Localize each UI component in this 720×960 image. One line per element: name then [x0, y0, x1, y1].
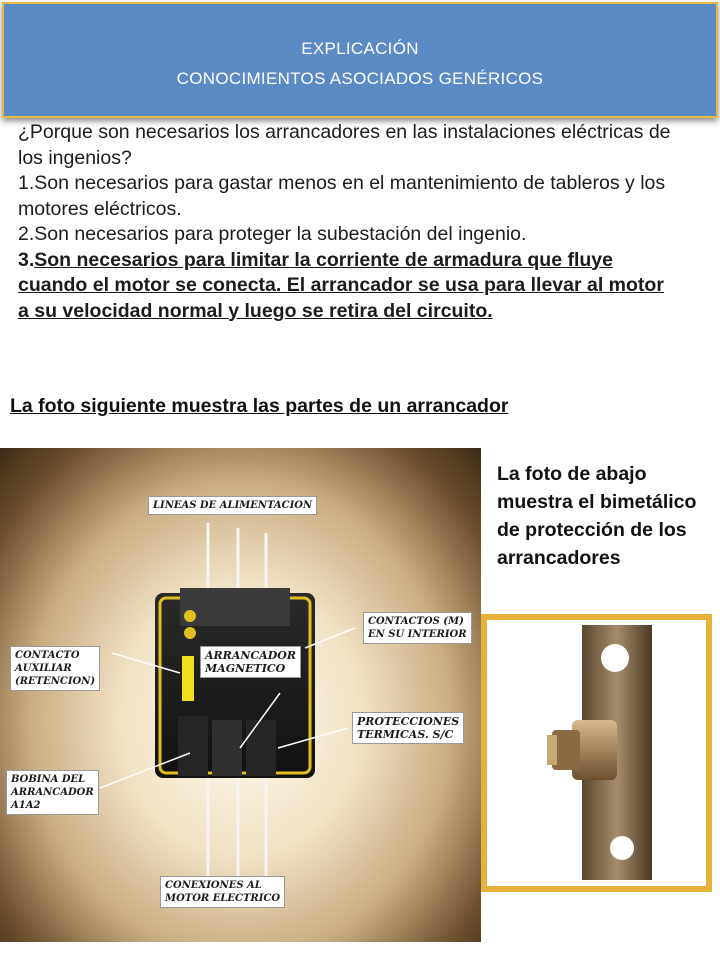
label-starter-coil	[6, 770, 99, 815]
label-contacts-line2: EN SU INTERIOR	[368, 629, 467, 640]
label-supply-lines: LINEAS DE ALIMENTACION	[148, 496, 317, 515]
answer-3-text: Son necesarios para limitar la corriente de armadura que fluye cuando el motor se conecta. El arrancador se usa para llevar al motor a su velocidad normal y luego se retira del circuito.	[18, 248, 664, 322]
banner-subtitle: CONOCIMIENTOS ASOCIADOS GENÉRICOS	[176, 69, 544, 88]
bimetal-photo	[481, 614, 712, 892]
label-coil-line1: BOBINA DEL	[11, 774, 86, 785]
label-aux-line3: (RETENCION)	[15, 676, 96, 687]
starter-parts-photo	[0, 448, 481, 942]
label-motor-connections	[160, 876, 285, 908]
label-aux-line1: CONTACTO	[15, 650, 80, 661]
answer-2: 2.Son necesarios para proteger la subestación del ingenio.	[18, 223, 527, 245]
question-text: ¿Porque son necesarios los arrancadores en las instalaciones eléctricas de los ingenios?	[18, 121, 671, 169]
label-thermal-line2: TERMICAS. S/C	[357, 728, 454, 741]
label-thermal-line1: PROTECCIONES	[357, 715, 460, 728]
starter-photo-caption: La foto siguiente muestra las partes de un arrancador	[10, 395, 509, 417]
label-coil-line2: ARRANCADOR	[11, 787, 94, 798]
label-magnetic-starter	[200, 646, 301, 678]
title-banner	[2, 2, 718, 118]
label-coil-line3: A1A2	[11, 800, 41, 811]
bimetal-caption: La foto de abajo muestra el bimetálico de protección de los arrancadores	[497, 463, 697, 569]
explanation-text	[18, 120, 678, 324]
banner-title: EXPLICACIÓN	[301, 39, 419, 58]
bimetal-device-illustration	[487, 620, 706, 886]
answer-3	[18, 248, 678, 325]
label-contacts	[363, 612, 472, 644]
starter-device-illustration	[0, 448, 481, 942]
answer-3-number: 3.	[18, 248, 35, 271]
label-thermal-protections	[352, 712, 464, 744]
label-magnetic-line2: MAGNETICO	[205, 662, 286, 675]
label-motor-line2: MOTOR ELECTRICO	[165, 893, 281, 904]
label-aux-line2: AUXILIAR	[15, 663, 72, 674]
label-magnetic-line1: ARRANCADOR	[205, 649, 296, 662]
label-contacts-line1: CONTACTOS (M)	[368, 616, 464, 627]
answer-1: 1.Son necesarios para gastar menos en el mantenimiento de tableros y los motores eléctricos.	[18, 172, 666, 220]
label-auxiliary-contact	[10, 646, 100, 691]
label-motor-line1: CONEXIONES AL	[165, 880, 262, 891]
